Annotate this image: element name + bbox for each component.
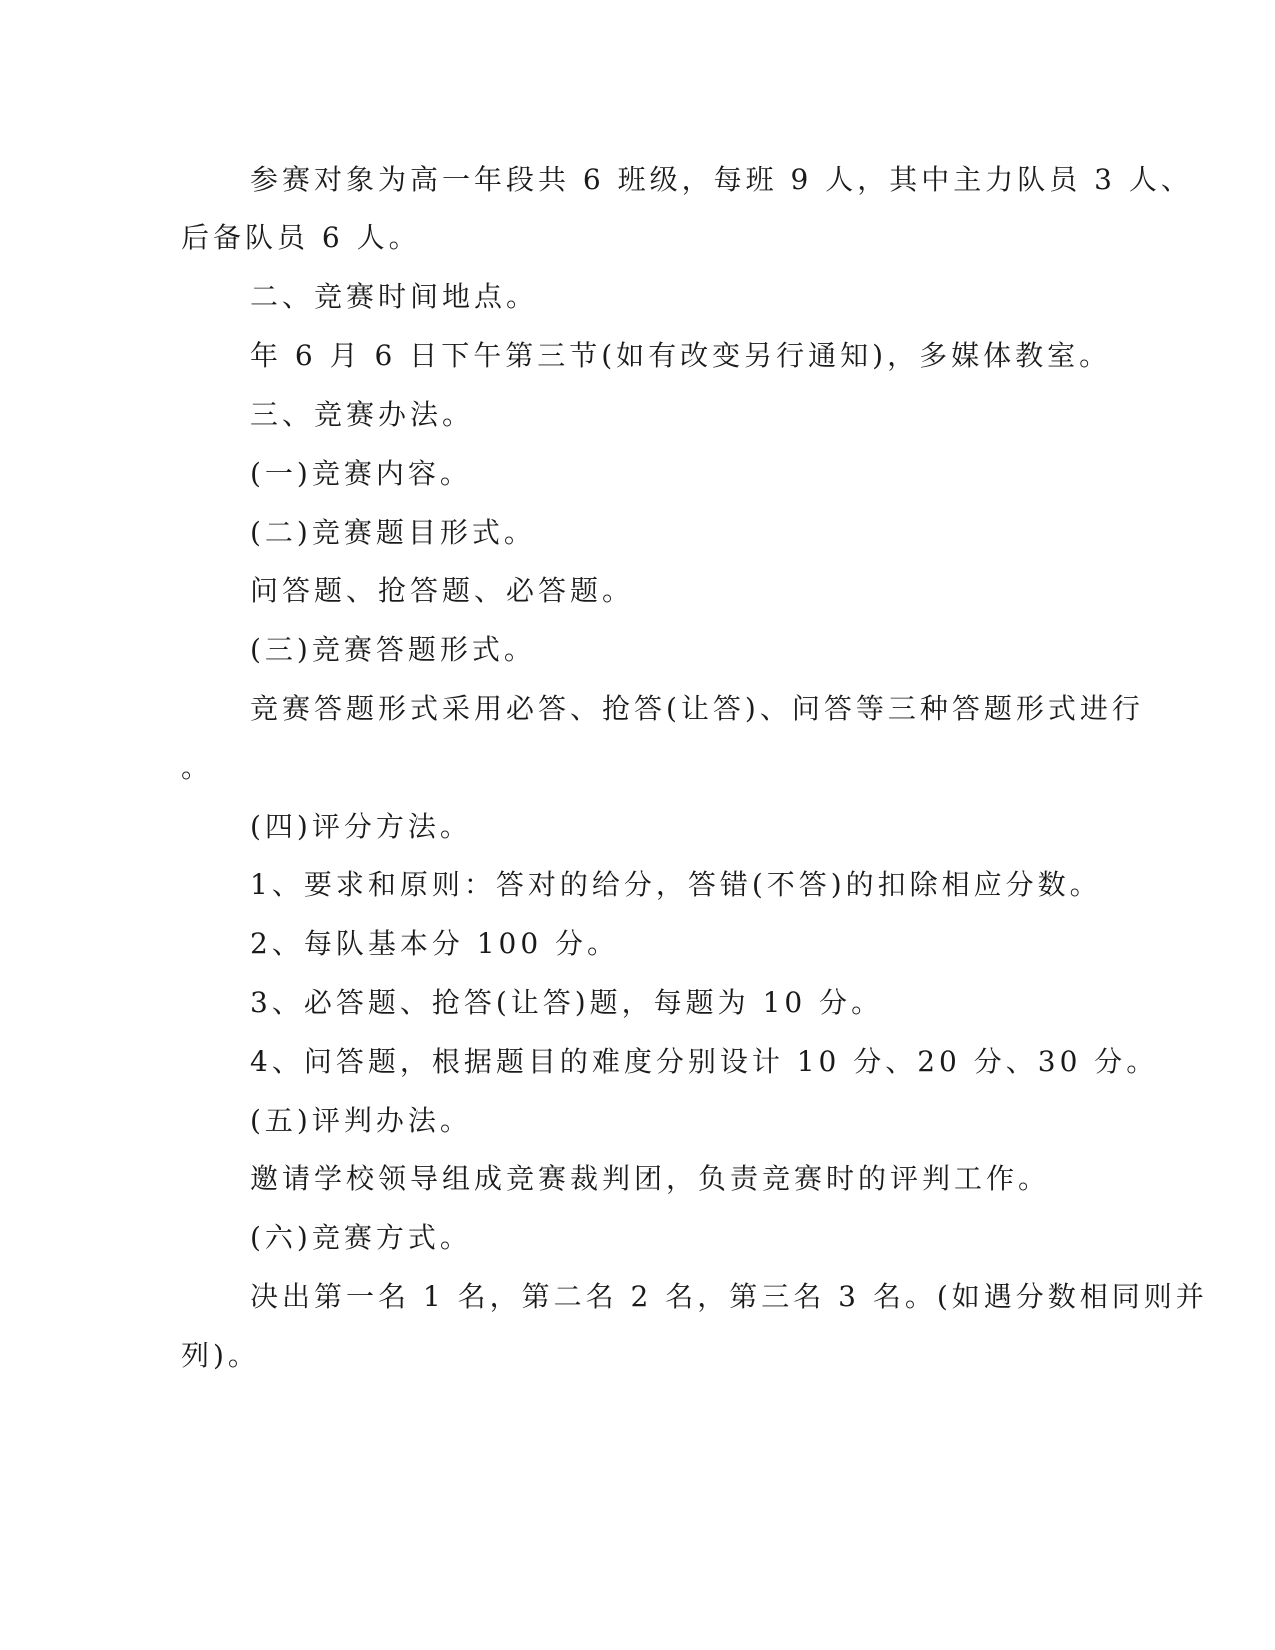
paragraph-participants-continued: 后备队员 6 人。 — [181, 221, 421, 254]
paragraph-ranking-continued: 列)。 — [181, 1339, 260, 1372]
paragraph-judging: 邀请学校领导组成竞赛裁判团，负责竞赛时的评判工作。 — [250, 1162, 1051, 1195]
paragraph-answer-format-continued: 。 — [181, 751, 214, 784]
paragraph-question-types: 问答题、抢答题、必答题。 — [250, 574, 635, 607]
paragraph-ranking: 决出第一名 1 名，第二名 2 名，第三名 3 名。(如遇分数相同则并 — [250, 1280, 1208, 1313]
paragraph-answer-format: 竞赛答题形式采用必答、抢答(让答)、问答等三种答题形式进行 — [250, 692, 1144, 725]
subheading-question-format: (二)竞赛题目形式。 — [250, 516, 536, 549]
list-item-scoring-3: 3、必答题、抢答(让答)题，每题为 10 分。 — [250, 986, 884, 1019]
list-item-scoring-2: 2、每队基本分 100 分。 — [250, 927, 620, 960]
subheading-scoring: (四)评分方法。 — [250, 810, 472, 843]
subheading-answer-format: (三)竞赛答题形式。 — [250, 633, 536, 666]
paragraph-participants: 参赛对象为高一年段共 6 班级，每班 9 人，其中主力队员 3 人、 — [250, 163, 1193, 196]
list-item-scoring-4: 4、问答题，根据题目的难度分别设计 10 分、20 分、30 分。 — [250, 1045, 1159, 1078]
paragraph-time-place: 年 6 月 6 日下午第三节(如有改变另行通知)，多媒体教室。 — [250, 339, 1112, 372]
section-heading-method: 三、竞赛办法。 — [250, 398, 475, 431]
section-heading-time-place: 二、竞赛时间地点。 — [250, 280, 539, 313]
list-item-scoring-1: 1、要求和原则：答对的给分，答错(不答)的扣除相应分数。 — [250, 868, 1102, 901]
subheading-judging: (五)评判办法。 — [250, 1104, 472, 1137]
subheading-content: (一)竞赛内容。 — [250, 457, 472, 490]
subheading-competition-mode: (六)竞赛方式。 — [250, 1221, 472, 1254]
